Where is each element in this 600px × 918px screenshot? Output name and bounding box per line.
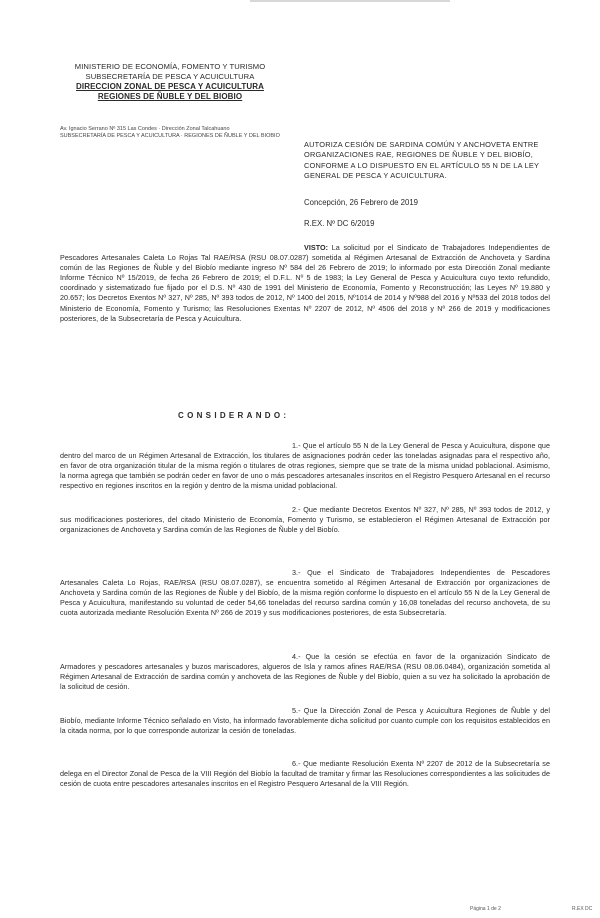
- considerando-text: 1.- Que el artículo 55 N de la Ley General de Pesca y Acuicultura, dispone que dentro del marco de un Régimen Artesanal de Extracción, los titulares de asignaciones podrán ceder las toneladas asignadas para el respectivo año, en favor de otra organización titular de la misma región o titulares de otras regiones, siempre que se trate de la misma unidad poblacional. Asimismo, la norma agrega que también se podrán ceder en favor de uno o más pescadores artesanales inscritos en el Registro Pesquero Artesanal en el recurso respectivo en regiones inscritos en la región y dentro de la misma unidad poblacional.: [60, 441, 550, 491]
- considerando-text: 4.- Que la cesión se efectúa en favor de la organización Sindicato de Armadores y pescadores artesanales y buzos mariscadores, algueros de Isla y ramos afines RAE/RSA (RSU 08.06.0484), organización sometida al Régimen Artesanal de Extracción de sardina común y anchoveta de las Regiones de Ñuble y del Biobío, quien a su vez ha solicitado la aprobación de la solicitud de cesión.: [60, 652, 550, 692]
- letterhead: [50, 62, 290, 102]
- considerando-item: [60, 441, 550, 491]
- place-date: Concepción, 26 Febrero de 2019: [304, 198, 418, 207]
- subsecretaria-line: SUBSECRETARÍA DE PESCA Y ACUICULTURA: [85, 72, 255, 81]
- considerando-item: [60, 706, 550, 736]
- considerando-text: 6.- Que mediante Resolución Exenta Nº 2207 de 2012 de la Subsecretaría se delega en el Director Zonal de Pesca de la VIII Región del Biobío la facultad de tramitar y firmar las Resoluciones correspondientes a las solicitudes de cesión de cuota entre pescadores artesanales inscritos en el Registro Pesquero Artesanal de la VIII Región.: [60, 759, 550, 789]
- visto-text: La solicitud por el Sindicato de Trabajadores Independientes de Pescadores Artesanales Caleta Lo Rojas Tal RAE/RSA (RSU 08.07.0287) sometida al Régimen Artesanal de Extracción de Anchoveta y Sardina común de las Regiones de Ñuble y del Biobío mediante ingreso Nº 584 del 26 Febrero de 2019; lo informado por esta Dirección Zonal mediante Informe Técnico Nº 15/2019, de fecha 26 Febrero de 2019; el D.F.L. Nº 5 de 1983; la Ley General de Pesca y Acuicultura cuyo texto refundido, coordinado y sistematizado fue fijado por el D.S. Nº 430 de 1991 del Ministerio de Economía, Fomento y Reconstrucción; las Leyes Nº 19.880 y 20.657; los Decretos Exentos Nº 327, Nº 285, Nº 393 todos de 2012, Nº 1400 del 2015, Nº1014 de 2014 y Nº988 del 2016 y Nº533 del 2018 todos del Ministerio de Economía, Fomento y Turismo; las Resoluciones Exentas Nº 2207 de 2012, Nº 4506 del 2018 y Nº 266 de 2019 y modificaciones posteriores, de la Subsecretaría de Pesca y Acuicultura.: [60, 243, 550, 323]
- page-footer-right: R.EX DC: [572, 906, 593, 912]
- address-line-1: Av. Ignacio Serrano Nº 315 Las Condes · Dirección Zonal Talcahuano: [60, 126, 230, 132]
- considerando-item: [60, 568, 550, 618]
- page-footer-left: Página 1 de 2: [470, 906, 501, 912]
- visto-lead: VISTO:: [304, 243, 329, 252]
- considerando-text: 5.- Que la Dirección Zonal de Pesca y Acuicultura Regiones de Ñuble y del Biobío, mediante Informe Técnico señalado en Visto, ha informado favorablemente dicha solicitud por cuanto cumple con los requisitos establecidos en la citada norma, por lo que corresponde autorizar la cesión de toneladas.: [60, 706, 550, 736]
- considerando-item: [60, 759, 550, 789]
- address-block: [60, 126, 290, 140]
- ministry-line: MINISTERIO DE ECONOMÍA, FOMENTO Y TURISMO: [74, 62, 266, 71]
- considerando-item: [60, 652, 550, 692]
- visto-paragraph: [60, 243, 550, 324]
- considerando-text: 3.- Que el Sindicato de Trabajadores Independientes de Pescadores Artesanales Caleta Lo Rojas, RAE/RSA (RSU 08.07.0287), se encuentra sometido al Régimen Artesanal de Extracción por organizaciones de Anchoveta y Sardina común de las Regiones de Ñuble y del Biobío, de la misma región conforme lo dispuesto en el artículo 55 N de la Ley General de Pesca y Acuicultura, manifestando su voluntad de ceder 54,66 toneladas del recurso sardina común y 16,08 toneladas del recurso anchoveta, de su cuota autorizada mediante Resolución Exenta Nº 266 de 2019 y sus modificaciones posteriores, de esta Subsecretaría.: [60, 568, 550, 618]
- resolution-subject: AUTORIZA CESIÓN DE SARDINA COMÚN Y ANCHOVETA ENTRE ORGANIZACIONES RAE, REGIONES DE ÑUBLE Y DEL BIOBÍO, CONFORME A LO DISPUESTO EN EL ARTÍCULO 55 N DE LA LEY GENERAL DE PESCA Y ACUICULTURA.: [304, 140, 539, 180]
- considerando-text: 2.- Que mediante Decretos Exentos Nº 327, Nº 285, Nº 393 todos de 2012, y sus modificaciones posteriores, del citado Ministerio de Economía, Fomento y Turismo, se establecieron el Régimen Artesanal de Extracción por organizaciones de Anchoveta y Sardina común de las Regiones de Ñuble y del Biobío.: [60, 505, 550, 535]
- considerando-item: [60, 505, 550, 535]
- resolution-number: R.EX. Nº DC 6/2019: [304, 219, 375, 228]
- considerando-heading: CONSIDERANDO:: [178, 411, 290, 420]
- scan-edge-mark: [250, 0, 450, 2]
- address-line-2: SUBSECRETARÍA DE PESCA Y ACUICULTURA · REGIONES DE ÑUBLE Y DEL BIOBIO: [60, 133, 280, 139]
- regiones-line: REGIONES DE ÑUBLE Y DEL BIOBIO: [97, 92, 243, 101]
- direccion-zonal-line: DIRECCION ZONAL DE PESCA Y ACUICULTURA: [76, 82, 264, 91]
